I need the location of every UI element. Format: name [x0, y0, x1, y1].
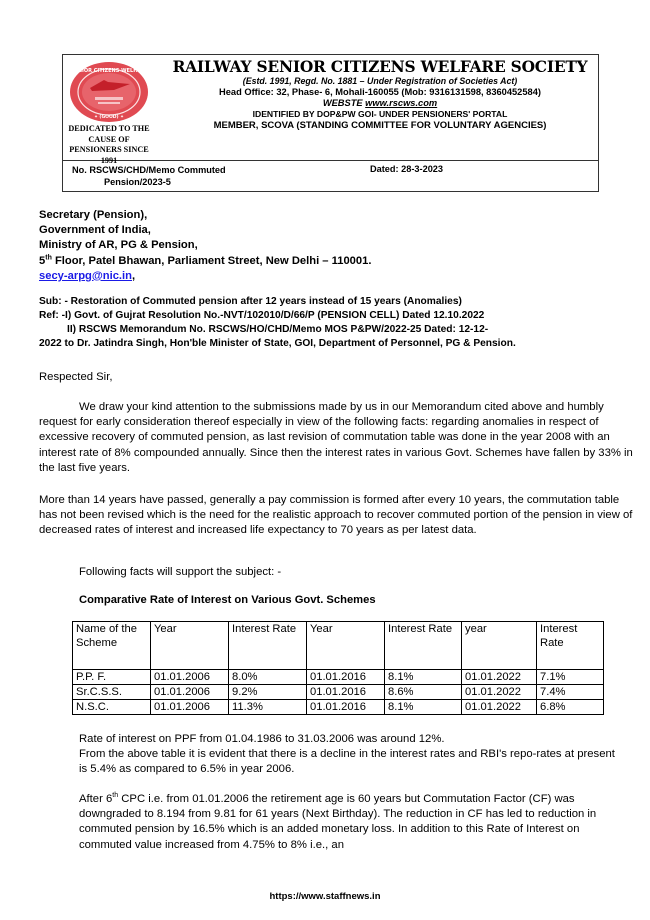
reference-line-2: II) RSCWS Memorandum No. RSCWS/HO/CHD/Memo MOS P&PW/2022-25 Dated: 12-12- [67, 324, 489, 335]
paragraph-1-text: We draw your kind attention to the submissions made by us in our Memorandum cited above and humbly request for early consideration thereof especially in view of the following facts: regarding anomalies in respect of excessive recovery of commuted pension, as last revision of commutation table was done in the year 2008 with an interest rate of 8% compounded annually. Since then the interest rates in various Govt. Schemes have fallen by 33% in the last five years. [39, 401, 633, 474]
table-title: Comparative Rate of Interest on Various Govt. Schemes [79, 594, 376, 606]
website-label: WEBSTE [322, 98, 366, 108]
table-cell: 8.6% [385, 685, 462, 700]
paragraph-5 [79, 792, 624, 853]
table-row [73, 700, 604, 715]
website-link[interactable]: www.rscws.com [365, 98, 438, 108]
svg-text:SENIOR CITIZENS WELFARE: SENIOR CITIZENS WELFARE [70, 68, 148, 74]
table-cell: 01.01.2016 [307, 700, 385, 715]
reference-number [72, 164, 226, 188]
ordinal-suffix: th [45, 253, 52, 261]
address-line: Secretary (Pension), [39, 209, 148, 221]
interest-rate-table [72, 621, 604, 715]
column-header: Interest Rate [385, 622, 462, 670]
dedicated-line: PENSIONERS SINCE [69, 145, 149, 154]
identified-line: IDENTIFIED BY DOP&PW GOI- UNDER PENSIONERS' PORTAL [252, 109, 508, 119]
reference-number-line1: No. RSCWS/CHD/Memo Commuted [72, 165, 226, 175]
table-cell: 01.01.2022 [462, 700, 537, 715]
reference-number-line2: Pension/2023-5 [104, 177, 171, 187]
footer-watermark-url: https://www.staffnews.in [269, 891, 381, 902]
establishment-line: (Estd. 1991, Regd. No. 1881 – Under Registration of Societies Act) [242, 76, 518, 86]
table-cell: 9.2% [229, 685, 307, 700]
ordinal-suffix: th [112, 792, 119, 800]
head-office-line: Head Office: 32, Phase- 6, Mohali-160055 (Mob: 9316131598, 8360452584) [219, 87, 541, 97]
email-link[interactable]: secy-arpg@nic.in [39, 269, 132, 282]
dedicated-line: CAUSE OF [88, 134, 130, 144]
column-header: Name of the Scheme [73, 622, 151, 670]
address-line [39, 254, 371, 269]
subject-block [39, 295, 639, 351]
paragraph-1 [39, 400, 634, 476]
paragraph-2 [39, 493, 634, 539]
reference-line-2-cont: 2022 to Dr. Jatindra Singh, Hon'ble Minister of State, GOI, Department of Personnel, PG & Pension. [39, 338, 516, 349]
table-header-row [73, 622, 604, 670]
paragraph-2-text: More than 14 years have passed, generally a pay commission is formed after every 10 years, the commutation table has not been revised which is the need for the realistic approach to recover commuted portion of the pension in view of decreased rates of interest and increased life expectancy to 70 years as per latest data. [39, 494, 633, 537]
column-header: Year [307, 622, 385, 670]
paragraph-5-rest: CPC i.e. from 01.01.2006 the retirement age is 60 years but Commutation Factor (CF) was downgraded to 8.194 from 9.81 for 61 years (Next Birthday). The reduction in CF has led to reduction in commuted pension by 16.5% which is an added monetary loss. In addition to this Rate of Interest on commuted value increased from 4.75% to 8% i.e., an [79, 793, 597, 851]
table-cell: 01.01.2006 [151, 685, 229, 700]
society-seal-logo [68, 60, 150, 124]
table-cell: Sr.C.S.S. [73, 685, 151, 700]
table-cell: 01.01.2006 [151, 670, 229, 685]
paragraph-4-line1: Rate of interest on PPF from 01.04.1986 to 31.03.2006 was around 12%. [79, 733, 445, 745]
paragraph-5-text [79, 792, 624, 853]
table-cell: 7.4% [537, 685, 604, 700]
website-line [160, 98, 600, 109]
table-cell: 8.0% [229, 670, 307, 685]
table-row [73, 670, 604, 685]
reference-line-1: Ref: -I) Govt. of Gujrat Resolution No.-NVT/102010/D/66/P (PENSION CELL) Dated 12.10.2022 [39, 310, 485, 321]
table-cell: 7.1% [537, 670, 604, 685]
address-email-line [39, 269, 371, 284]
dedicated-caption [64, 124, 154, 166]
table-cell: 01.01.2006 [151, 700, 229, 715]
table-cell: 8.1% [385, 700, 462, 715]
paragraph-3: Following facts will support the subject: - [79, 566, 282, 578]
address-line: Government of India, [39, 224, 151, 237]
society-name: RAILWAY SENIOR CITIZENS WELFARE SOCIETY [172, 58, 588, 76]
table-cell: 01.01.2022 [462, 670, 537, 685]
column-header: Interest Rate [229, 622, 307, 670]
address-line: Ministry of AR, PG & Pension, [39, 239, 198, 252]
table-cell: 01.01.2022 [462, 685, 537, 700]
table-row [73, 685, 604, 700]
column-header: Interest Rate [537, 622, 604, 670]
table-cell: P.P. F. [73, 670, 151, 685]
column-header: Year [151, 622, 229, 670]
subject-line: Sub: - Restoration of Commuted pension after 12 years instead of 15 years (Anomalies) [39, 296, 462, 307]
salutation: Respected Sir, [39, 371, 113, 383]
address-street: Floor, Patel Bhawan, Parliament Street, New Delhi – 110001. [51, 254, 372, 267]
table-cell: 11.3% [229, 700, 307, 715]
table-cell: 01.01.2016 [307, 685, 385, 700]
column-header: year [462, 622, 537, 670]
recipient-address [39, 208, 371, 284]
floor-number: 5 [39, 254, 46, 267]
dedicated-line: 1991 [100, 155, 118, 165]
paragraph-5-lead: After 6 [79, 793, 113, 805]
table-cell: N.S.C. [73, 700, 151, 715]
letter-date: Dated: 28-3-2023 [370, 164, 444, 174]
membership-line: MEMBER, SCOVA (STANDING COMMITTEE FOR VOLUNTARY AGENCIES) [213, 120, 547, 131]
email-suffix: , [131, 269, 136, 282]
paragraph-4 [79, 732, 624, 778]
svg-text:✦ (GOOD) ✦: ✦ (GOOD) ✦ [94, 115, 124, 120]
paragraph-4-line2: From the above table it is evident that there is a decline in the interest rates and RBI's repo-rates at present is 5.4% as compared to 6.5% in year 2006. [79, 748, 615, 776]
dedicated-line: DEDICATED TO THE [68, 124, 150, 133]
table-cell: 6.8% [537, 700, 604, 715]
table-cell: 8.1% [385, 670, 462, 685]
table-cell: 01.01.2016 [307, 670, 385, 685]
